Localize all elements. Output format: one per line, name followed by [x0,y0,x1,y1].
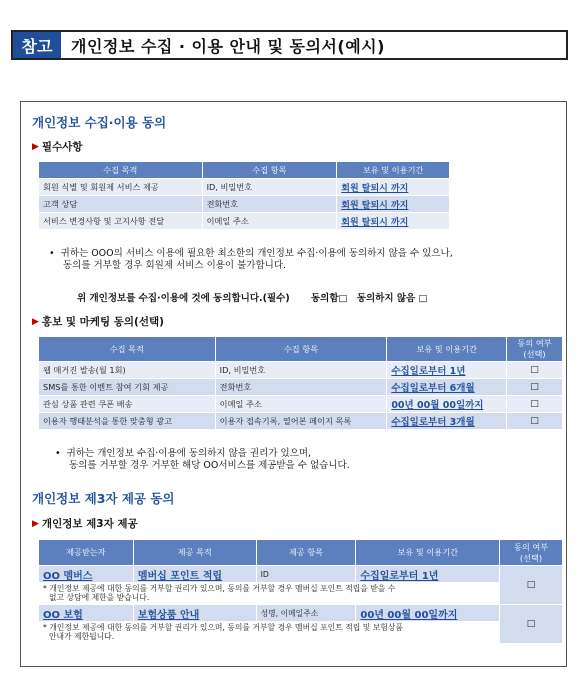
agree-checkbox[interactable]: 동의함□ [310,293,348,304]
optional-subtitle-label: 홍보 및 마케팅 동의(선택) [41,316,164,328]
consent-header-sub: (선택) [519,552,543,563]
consent-form-box [20,101,567,667]
column-header: 제공받는자 [39,540,134,566]
column-header: 수집 목적 [39,162,203,179]
column-header: 보유 및 이용기간 [356,540,500,566]
column-header-consent [500,540,563,566]
period-cell: 00년 00월 00일까지 [356,605,500,622]
purpose-cell: 보험상품 안내 [133,605,256,622]
item-cell: 성명, 이메일주소 [256,605,356,622]
consent-checkbox[interactable]: □ [507,396,563,413]
consent-header-label: 동의 여부 [517,338,552,348]
item-cell: ID, 비밀번호 [215,362,387,379]
required-notice: • 귀하는 OOO의 서비스 이용에 필요한 최소한의 개인정보 수집·이용에 동의하지 않을 수 있으나, 동의를 거부할 경우 회원제 서비스 이용이 불가합니다. [49,248,453,271]
required-table [38,161,450,230]
document-title: 개인정보 수집 · 이용 안내 및 동의서(예시) [71,36,385,56]
third-party-subtitle-label: 개인정보 제3자 제공 [41,518,138,530]
item-cell: 전화번호 [202,196,337,213]
item-cell: ID, 비밀번호 [202,179,337,196]
purpose-cell: 이용자 행태분석을 통한 맞춤형 광고 [39,413,216,430]
refusal-note [39,583,500,605]
notice-line: 동의를 거부할 경우 회원제 서비스 이용이 불가합니다. [63,260,287,271]
consent-checkbox[interactable]: □ [507,413,563,430]
table-row [39,362,563,379]
third-party-subtitle [32,516,138,531]
recipient-cell: OO 멤버스 [39,566,134,583]
triangle-bullet-icon: ▶ [32,518,39,529]
triangle-bullet-icon: ▶ [32,141,39,152]
notice-line: 귀하는 개인정보 수집·이용에 동의하지 않을 권리가 있으며, [66,448,312,459]
purpose-cell: SMS를 통한 이벤트 참여 기회 제공 [39,379,216,396]
period-cell: 회원 탈퇴시 까지 [337,179,450,196]
notice-line: 동의를 거부할 경우 거부한 해당 OO서비스를 제공받을 수 없습니다. [69,460,350,471]
consent-checkbox[interactable]: □ [507,362,563,379]
table-row [39,179,450,196]
consent-header-label: 동의 여부 [513,541,549,552]
consent-header-sub: (선택) [523,349,546,359]
table-row [39,605,563,622]
required-subtitle-label: 필수사항 [41,141,83,153]
item-cell: 이메일 주소 [202,213,337,230]
period-cell: 회원 탈퇴시 까지 [337,213,450,230]
table-row-note [39,622,563,644]
agreement-text: 위 개인정보를 수집·이용에 것에 동의합니다.(필수) [77,293,290,304]
notice-line: 귀하는 OOO의 서비스 이용에 필요한 최소한의 개인정보 수집·이용에 동의하지 않을 수 있으나, [60,248,453,259]
period-cell: 수집일로부터 1년 [387,362,507,379]
item-cell: ID [256,566,356,583]
recipient-cell: OO 보험 [39,605,134,622]
optional-table [38,336,563,430]
period-cell: 00년 00월 00일까지 [387,396,507,413]
section-title-collection: 개인정보 수집·이용 동의 [32,115,167,130]
note-line: 안내가 제한됩니다. [49,632,115,641]
column-header: 보유 및 이용기간 [337,162,450,179]
purpose-cell: 관심 상품 관련 쿠폰 배송 [39,396,216,413]
consent-checkbox[interactable]: □ [500,566,563,605]
column-header: 제공 목적 [133,540,256,566]
document-header [11,30,568,60]
column-header: 보유 및 이용기간 [387,337,507,362]
column-header: 제공 항목 [256,540,356,566]
table-row [39,379,563,396]
period-cell: 수집일로부터 6개월 [387,379,507,396]
table-row [39,213,450,230]
disagree-checkbox[interactable]: 동의하지 않음 □ [356,293,428,304]
optional-notice: • 귀하는 개인정보 수집·이용에 동의하지 않을 권리가 있으며, 동의를 거부할 경우 거부한 해당 OO서비스를 제공받을 수 없습니다. [55,448,350,471]
purpose-cell: 고객 상담 [39,196,203,213]
item-cell: 전화번호 [215,379,387,396]
table-row-note [39,583,563,605]
note-line: * 개인정보 제공에 대한 동의를 거부할 권리가 있으며, 동의를 거부할 경우 멤버십 포인트 적립을 받을 수 [43,584,396,593]
column-header: 수집 항목 [202,162,337,179]
third-party-table [38,539,563,644]
consent-checkbox[interactable]: □ [507,379,563,396]
required-agreement [77,290,427,304]
table-row [39,566,563,583]
refusal-note [39,622,500,644]
purpose-cell: 멤버십 포인트 적립 [133,566,256,583]
table-row [39,196,450,213]
note-line: * 개인정보 제공에 대한 동의를 거부할 권리가 있으며, 동의를 거부할 경우 멤버십 포인트 적립 및 보험상품 [43,623,403,632]
column-header: 수집 목적 [39,337,216,362]
period-cell: 수집일로부터 1년 [356,566,500,583]
reference-tag: 참고 [13,32,61,58]
note-line: 없고 상담에 제한을 받습니다. [49,593,150,602]
table-row [39,413,563,430]
table-row [39,396,563,413]
triangle-bullet-icon: ▶ [32,316,39,327]
purpose-cell: 서비스 변경사항 및 고지사항 전달 [39,213,203,230]
period-cell: 회원 탈퇴시 까지 [337,196,450,213]
optional-subtitle [32,314,164,329]
section-title-third-party: 개인정보 제3자 제공 동의 [32,491,175,506]
period-cell: 수집일로부터 3개월 [387,413,507,430]
item-cell: 이용자 접속기록, 열어본 페이지 목록 [215,413,387,430]
purpose-cell: 회원 식별 및 회원제 서비스 제공 [39,179,203,196]
required-subtitle [32,139,83,154]
item-cell: 이메일 주소 [215,396,387,413]
column-header: 수집 항목 [215,337,387,362]
column-header-consent [507,337,563,362]
purpose-cell: 웹 매거진 발송(월 1회) [39,362,216,379]
consent-checkbox[interactable]: □ [500,605,563,644]
